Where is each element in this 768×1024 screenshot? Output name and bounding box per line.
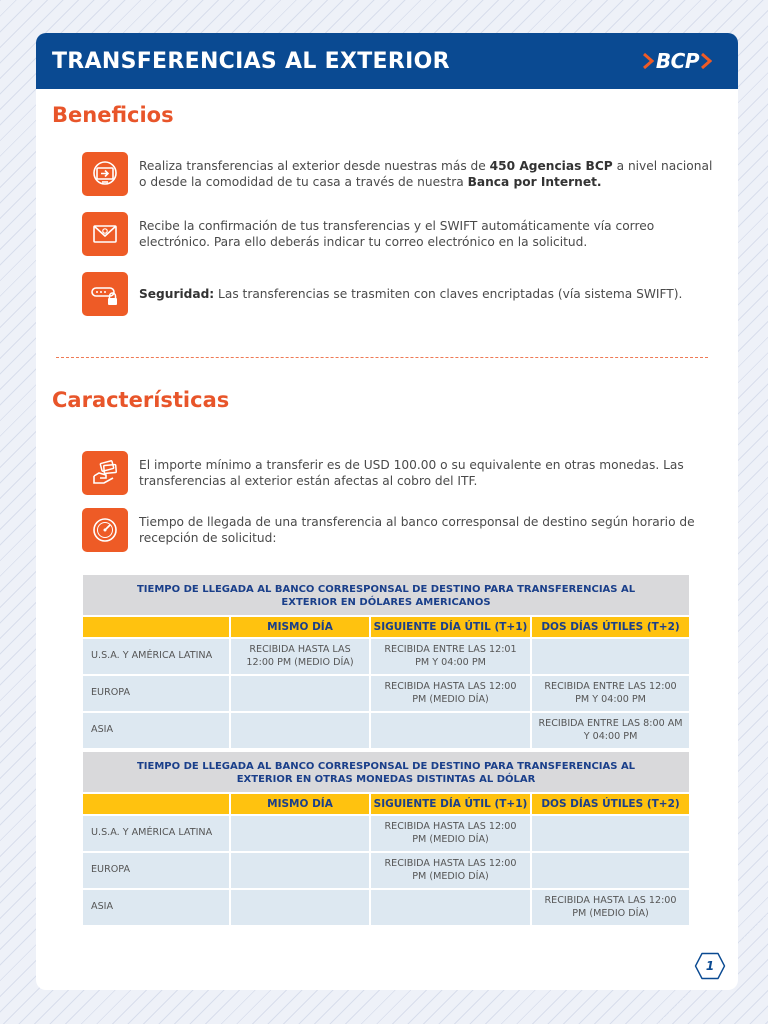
section-title-beneficios: Beneficios	[52, 103, 174, 127]
body-text: Recibe la confirmación de tus transferencias y el SWIFT automáticamente vía correo electrónico. Para ello deberás indicar tu correo electrónico en la solicitud.	[139, 219, 655, 249]
column-header: MISMO DÍA	[230, 616, 370, 638]
benefit-text	[139, 286, 719, 302]
region-cell: EUROPA	[82, 852, 230, 889]
table-row	[82, 675, 690, 712]
table-cell	[531, 852, 690, 889]
table-cell: RECIBIDA HASTA LAS 12:00 PM (MEDIO DÍA)	[370, 815, 531, 852]
clock-gauge-icon	[82, 508, 128, 552]
table-cell: RECIBIDA HASTA LAS 12:00 PM (MEDIO DÍA)	[370, 852, 531, 889]
table-cell: RECIBIDA HASTA LAS 12:00 PM (MEDIO DÍA)	[230, 638, 370, 675]
table-cell	[230, 675, 370, 712]
column-header: SIGUIENTE DÍA ÚTIL (T+1)	[370, 793, 531, 815]
table-title-row	[82, 574, 690, 616]
benefit-item	[82, 152, 719, 196]
emphasized-text: Banca por Internet.	[467, 175, 602, 189]
password-lock-icon	[82, 272, 128, 316]
column-header: SIGUIENTE DÍA ÚTIL (T+1)	[370, 616, 531, 638]
body-text: Realiza transferencias al exterior desde nuestras más de	[139, 159, 490, 173]
table-cell: RECIBIDA ENTRE LAS 12:00 PM Y 04:00 PM	[531, 675, 690, 712]
table-header-row	[82, 793, 690, 815]
page-number-badge	[694, 952, 726, 980]
feature-item	[82, 508, 719, 552]
hand-money-icon	[82, 451, 128, 495]
table-row	[82, 712, 690, 749]
table-cell	[531, 638, 690, 675]
body-text: a nivel nacional o desde la comodidad de tu casa a través de nuestra	[139, 159, 713, 189]
table-cell	[531, 815, 690, 852]
region-cell: EUROPA	[82, 675, 230, 712]
table-cell	[230, 815, 370, 852]
column-header: MISMO DÍA	[230, 793, 370, 815]
logo-text: BCP	[655, 49, 699, 73]
region-cell: ASIA	[82, 712, 230, 749]
email-envelope-icon	[82, 212, 128, 256]
region-cell: U.S.A. Y AMÉRICA LATINA	[82, 638, 230, 675]
emphasized-text: 450 Agencias BCP	[489, 159, 613, 173]
table-cell: RECIBIDA HASTA LAS 12:00 PM (MEDIO DÍA)	[531, 889, 690, 926]
emphasized-text: Seguridad:	[139, 287, 215, 301]
table-cell	[230, 889, 370, 926]
benefit-item	[82, 272, 719, 316]
table-cell	[370, 712, 531, 749]
page-title: TRANSFERENCIAS AL EXTERIOR	[52, 48, 450, 74]
table-row	[82, 638, 690, 675]
table-cell: RECIBIDA ENTRE LAS 8:00 AM Y 04:00 PM	[531, 712, 690, 749]
table-cell	[370, 889, 531, 926]
table-cell: RECIBIDA HASTA LAS 12:00 PM (MEDIO DÍA)	[370, 675, 531, 712]
feature-item	[82, 451, 719, 495]
region-cell: U.S.A. Y AMÉRICA LATINA	[82, 815, 230, 852]
document-page	[36, 33, 738, 990]
section-title-caracteristicas: Características	[52, 388, 230, 412]
table-row	[82, 889, 690, 926]
logo-chevron-right-icon	[700, 53, 712, 69]
logo-chevron-left-icon	[643, 53, 655, 69]
body-text: Las transferencias se trasmiten con claves encriptadas (vía sistema SWIFT).	[214, 287, 683, 301]
table-title: TIEMPO DE LLEGADA AL BANCO CORRESPONSAL DE DESTINO PARA TRANSFERENCIAS AL EXTERIOR EN DÓLARES AMERICANOS	[82, 574, 690, 616]
table-cell	[230, 712, 370, 749]
benefit-text	[139, 218, 719, 250]
column-header	[82, 793, 230, 815]
table-row	[82, 852, 690, 889]
table-cell: RECIBIDA ENTRE LAS 12:01 PM Y 04:00 PM	[370, 638, 531, 675]
benefit-text	[139, 158, 719, 190]
page-number: 1	[705, 959, 715, 973]
body-text: Tiempo de llegada de una transferencia al banco corresponsal de destino según horario de recepción de solicitud:	[139, 515, 695, 545]
arrival-time-table-other-currencies	[82, 751, 690, 926]
column-header: DOS DÍAS ÚTILES (T+2)	[531, 793, 690, 815]
region-cell: ASIA	[82, 889, 230, 926]
benefit-item	[82, 212, 719, 256]
table-row	[82, 815, 690, 852]
page-header	[36, 33, 738, 89]
feature-text	[139, 457, 719, 489]
table-cell	[230, 852, 370, 889]
body-text: El importe mínimo a transferir es de USD 100.00 o su equivalente en otras monedas. Las transferencias al exterior están afectas al cobro del ITF.	[139, 458, 684, 488]
column-header: DOS DÍAS ÚTILES (T+2)	[531, 616, 690, 638]
monitor-transfer-icon	[82, 152, 128, 196]
section-divider	[56, 357, 708, 358]
feature-text	[139, 514, 719, 546]
table-title: TIEMPO DE LLEGADA AL BANCO CORRESPONSAL DE DESTINO PARA TRANSFERENCIAS AL EXTERIOR EN OTRAS MONEDAS DISTINTAS AL DÓLAR	[82, 751, 690, 793]
table-title-row	[82, 751, 690, 793]
table-header-row	[82, 616, 690, 638]
column-header	[82, 616, 230, 638]
arrival-time-table-usd	[82, 574, 690, 749]
bcp-logo	[643, 49, 712, 73]
